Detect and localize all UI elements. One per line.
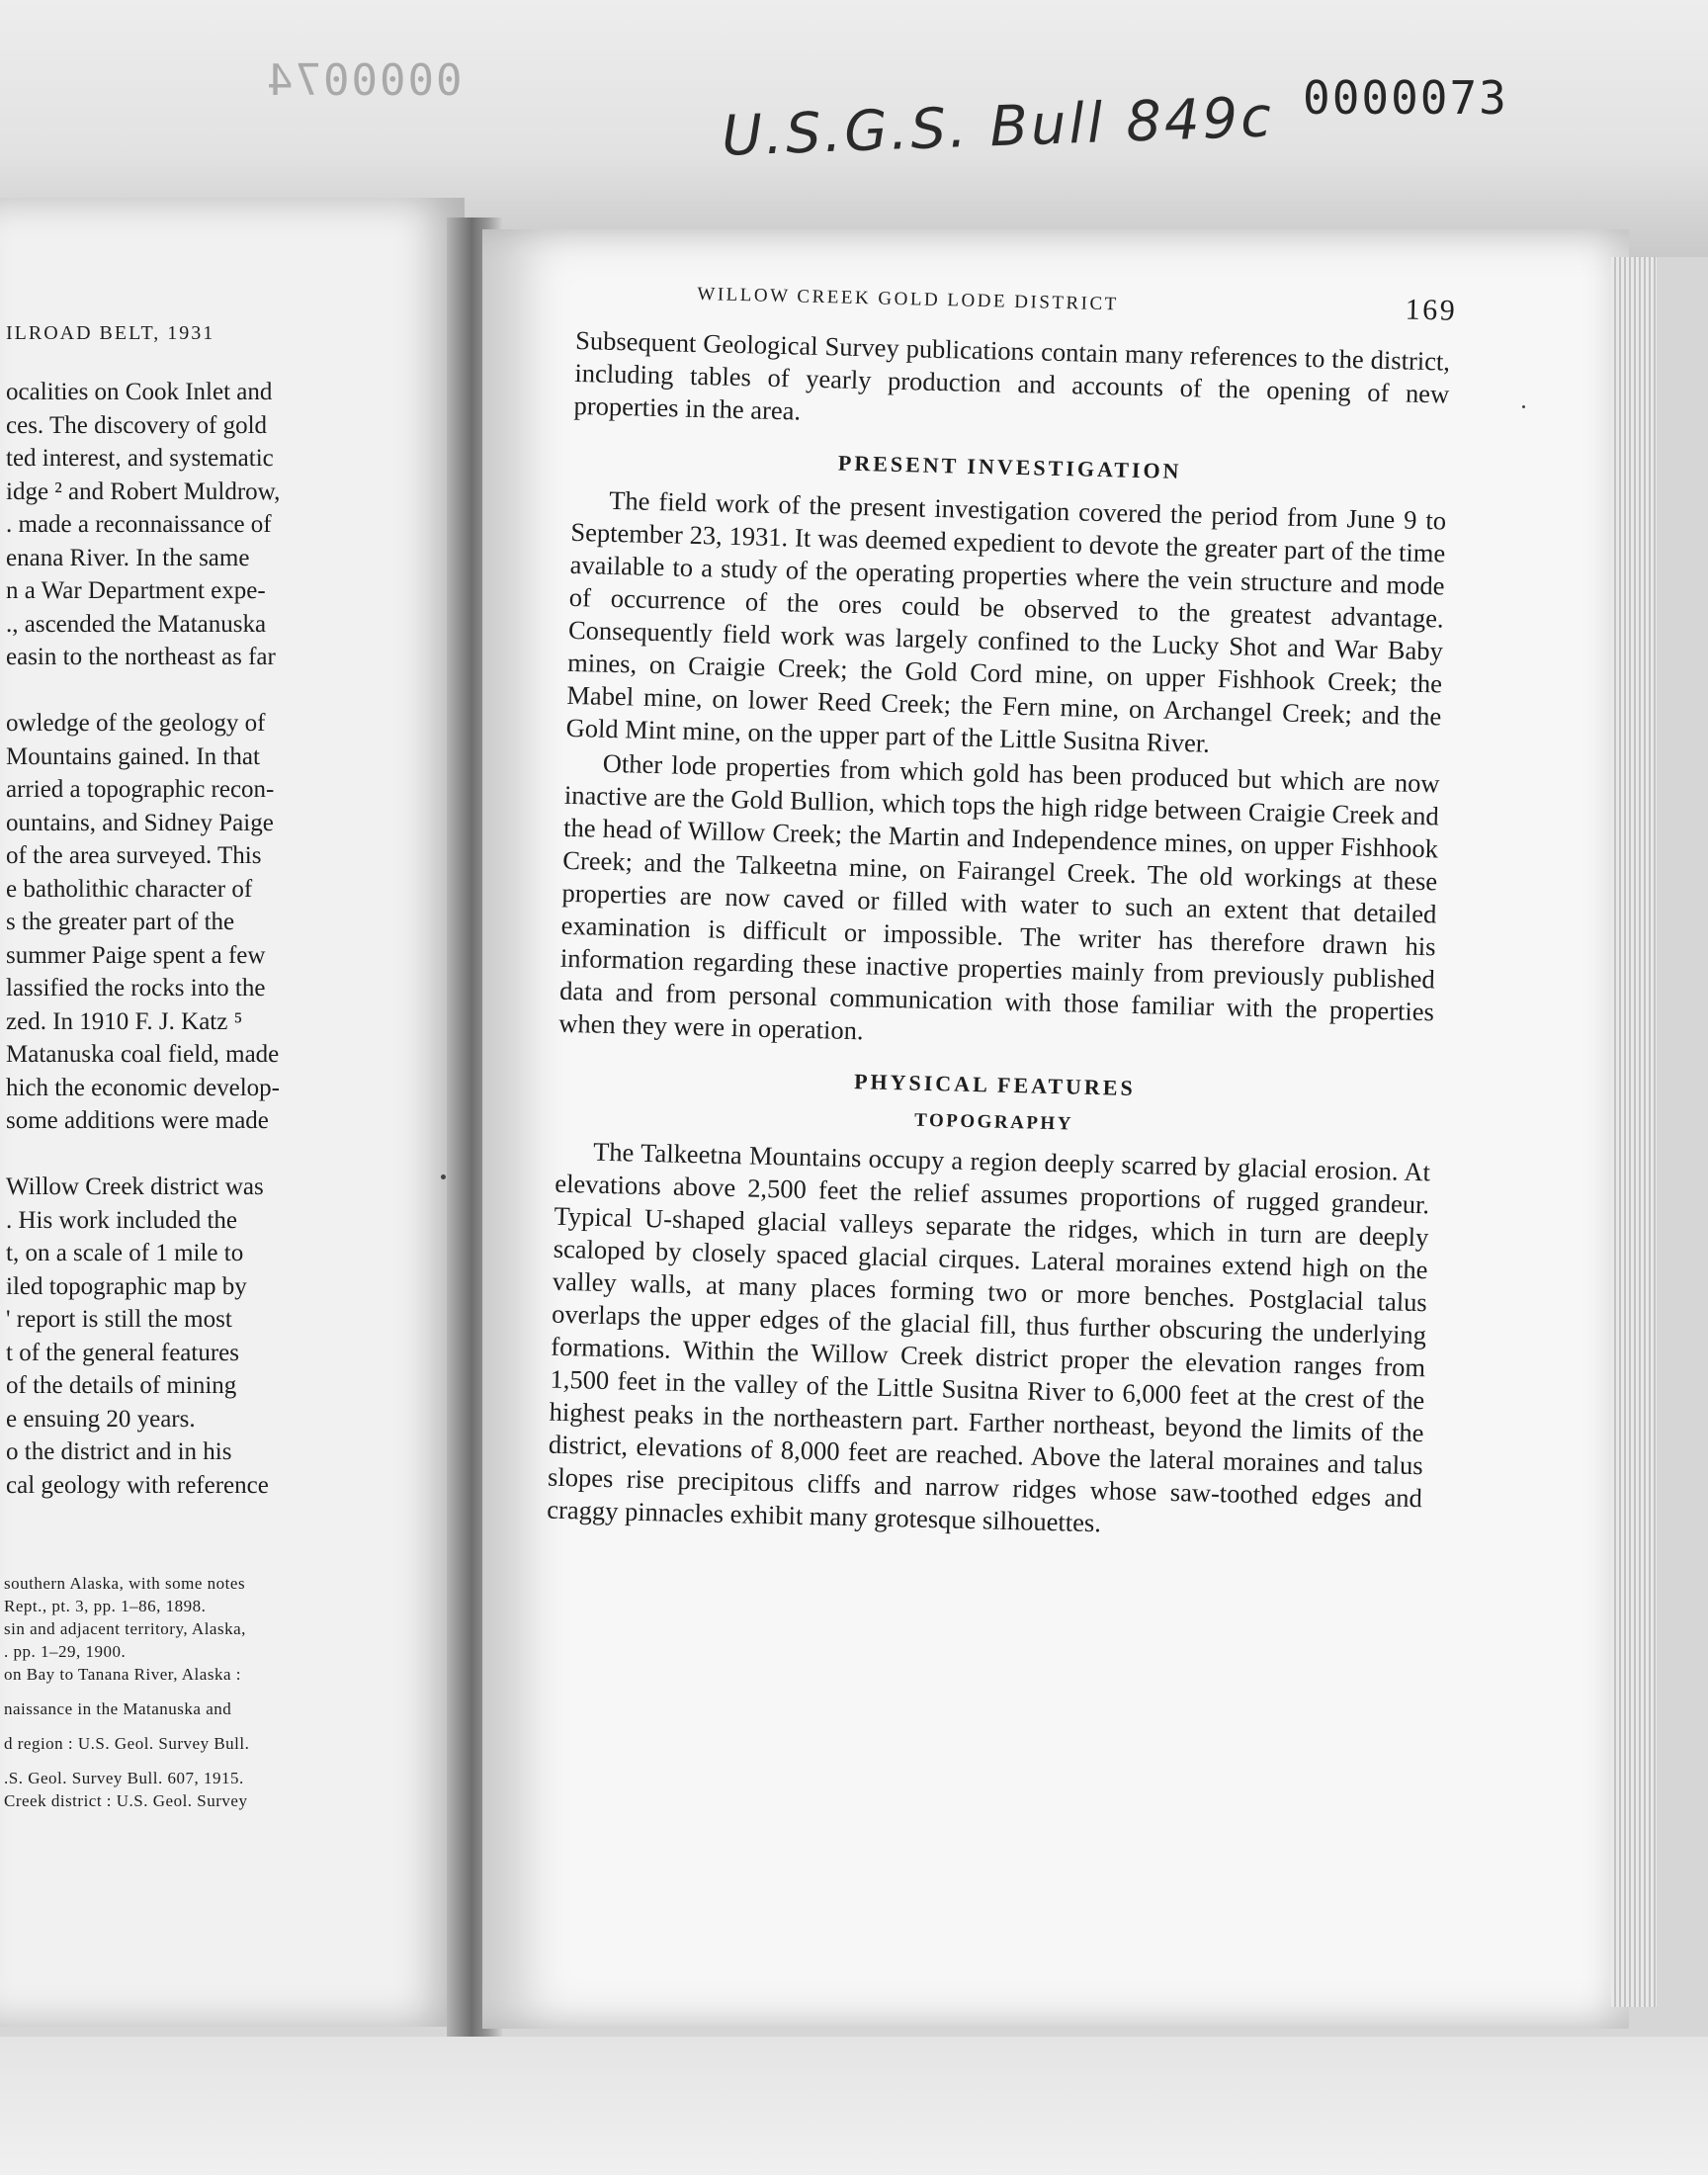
ghost-page-number: 0000074 <box>265 55 463 106</box>
left-page-line: Mountains gained. In that <box>6 742 260 770</box>
running-head-title: WILLOW CREEK GOLD LODE DISTRICT <box>697 283 1120 315</box>
right-page <box>482 229 1629 2029</box>
left-footnote-line: .S. Geol. Survey Bull. 607, 1915. <box>4 1769 244 1787</box>
left-page-line: e ensuing 20 years. <box>6 1405 196 1433</box>
left-page-line: Matanuska coal field, made <box>6 1041 280 1068</box>
left-page-line: arried a topographic recon- <box>6 776 275 803</box>
left-page-line: e batholithic character of <box>6 875 253 903</box>
left-footnote-line: naissance in the Matanuska and <box>4 1699 232 1718</box>
stamp-number: 0000073 <box>1303 71 1508 125</box>
left-page-line: ces. The discovery of gold <box>6 411 268 439</box>
left-page-line: idge ² and Robert Muldrow, <box>6 478 281 505</box>
left-page-line: cal geology with reference <box>6 1471 269 1499</box>
left-page-line: Willow Creek district was <box>6 1174 264 1200</box>
right-page-text-block <box>546 269 1458 1547</box>
section-heading-physical-features: PHYSICAL FEATURES <box>853 1069 1137 1101</box>
left-page-line: summer Paige spent a few <box>6 941 266 969</box>
left-page-line: n a War Department expe- <box>6 577 266 604</box>
left-page-line: enana River. In the same <box>6 544 250 571</box>
left-page-text <box>6 376 465 1502</box>
handwritten-label: U.S.G.S. Bull 849c <box>721 85 1275 169</box>
left-page-line: . made a reconnaissance of <box>6 511 272 538</box>
left-page-line: iled topographic map by <box>6 1272 247 1300</box>
left-page-line: o the district and in his <box>6 1438 232 1465</box>
subheading-topography: TOPOGRAPHY <box>913 1109 1074 1135</box>
left-page-line: zed. In 1910 F. J. Katz ⁵ <box>6 1007 243 1035</box>
left-footnote-line: on Bay to Tanana River, Alaska : <box>4 1665 241 1684</box>
left-page-line: lassified the rocks into the <box>6 975 266 1001</box>
left-footnotes <box>4 1572 465 1812</box>
ink-speck <box>441 1174 446 1179</box>
paragraph: The Talkeetna Mountains occupy a region deeply scarred by glacial erosion. At elevations above 2,500 feet the relief assumes proportions of rugged grandeur. Typical U-shaped glacial valleys separate the ridges, which in turn are deeply scaloped by closely spaced glacial cirques. Lateral moraines extend high on the valley walls, at many places forming two or more benches. Postglacial talus overlaps the upper edges of the glacial fill, thus further obscuring the underlying formations. Within the Willow Creek district proper the elevation ranges from 1,500 feet in the valley of the Little Susitna River to 6,000 feet at the crest of the highest peaks in the northeastern part. Farther northeast, beyond the limits of the district, elevations of 8,000 feet are reached. Above the lateral moraines and talus slopes rise precipitous cliffs and narrow ridges whose saw-toothed edges and craggy pinnacles exhibit many grotesque silhouettes. <box>546 1136 1431 1538</box>
opening-paragraph: Subsequent Geological Survey publications contain many references to the district, including tables of yearly production and accounts of the opening of new properties in the area. <box>573 324 1451 426</box>
left-page-line: ocalities on Cook Inlet and <box>6 379 273 405</box>
paragraph: Other lode properties from which gold has been produced but which are now inactive are the Gold Bullion, which tops the high ridge between Craigie Creek and the head of Willow Creek; the Martin and Independence mines, on upper Fishhook Creek; and the Talkeetna mine, on Fairangel Creek. The old workings at these properties are now caved or filled with water to such an extent that detailed examination is difficult or impossible. The writer has therefore drawn his information regarding these inactive properties mainly from previously published data and from personal communication with those familiar with the properties when they were in operation. <box>557 747 1440 1046</box>
left-page-line: s the greater part of the <box>6 909 235 935</box>
left-page-line: ountains, and Sidney Paige <box>6 809 274 836</box>
left-running-head: ILROAD BELT, 1931 <box>6 322 215 344</box>
left-footnote-line: Rept., pt. 3, pp. 1–86, 1898. <box>4 1597 207 1615</box>
left-page <box>0 198 465 2027</box>
left-footnote-line: southern Alaska, with some notes <box>4 1574 246 1593</box>
left-page-line <box>6 1138 465 1172</box>
paragraph: The field work of the present investigation covered the period from June 9 to September 23, 1931. It was deemed expedient to devote the greater part of the time available to a study of the operating properties where the vein structure and mode of occurrence of the ores could be observed to the greatest advantage. Consequently field work was largely confined to the Lucky Shot and War Baby mines, on Craigie Creek; the Gold Cord mine, on upper Fishhook Creek; the Mabel mine, on lower Reed Creek; the Fern mine, on Archangel Creek; and the Gold Mint mine, on the upper part of the Little Susitna River. <box>565 484 1447 758</box>
left-page-line: easin to the northeast as far <box>6 644 276 670</box>
left-page-line: ' report is still the most <box>6 1306 232 1333</box>
left-footnote-line: d region : U.S. Geol. Survey Bull. <box>4 1734 250 1753</box>
scan-background-bottom <box>0 2037 1708 2175</box>
left-page-line <box>6 674 465 708</box>
left-page-line: owledge of the geology of <box>6 710 266 737</box>
ink-speck <box>1522 405 1525 408</box>
section-heading-present-investigation: PRESENT INVESTIGATION <box>837 450 1182 483</box>
left-page-line: of the area surveyed. This <box>6 842 262 869</box>
left-page-line: hich the economic develop- <box>6 1074 280 1101</box>
left-page-line: t, on a scale of 1 mile to <box>6 1240 244 1266</box>
left-footnote-line: sin and adjacent territory, Alaska, <box>4 1619 246 1638</box>
left-page-line: t of the general features <box>6 1339 239 1366</box>
left-footnote-line: Creek district : U.S. Geol. Survey <box>4 1791 248 1810</box>
page-number: 169 <box>1405 293 1458 327</box>
page-edges <box>1611 257 1657 2007</box>
left-page-line: ., ascended the Matanuska <box>6 610 267 638</box>
left-page-line: some additions were made <box>6 1107 269 1134</box>
left-page-line: ted interest, and systematic <box>6 445 274 472</box>
left-page-line: . His work included the <box>6 1206 237 1234</box>
left-page-line: of the details of mining <box>6 1372 237 1399</box>
left-footnote-line: . pp. 1–29, 1900. <box>4 1642 127 1661</box>
